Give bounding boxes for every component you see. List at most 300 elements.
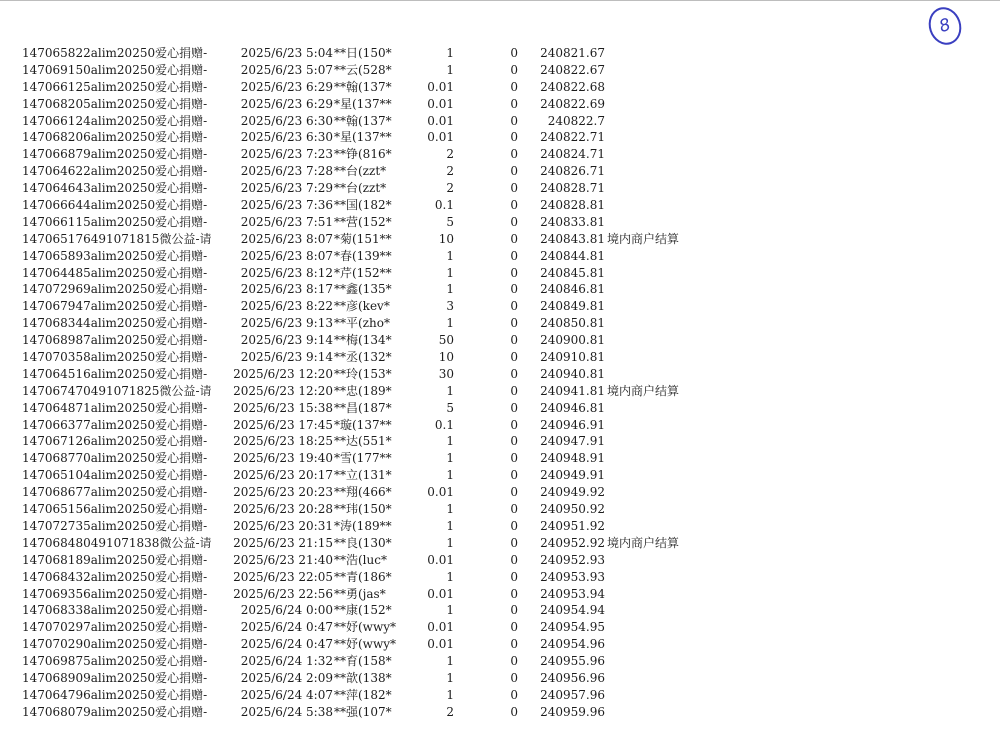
transaction-id <box>22 535 212 552</box>
fee: 0 <box>510 265 518 280</box>
fee: 0 <box>510 620 518 635</box>
balance: 240953.94 <box>540 586 605 601</box>
transaction-id <box>22 467 208 484</box>
amount: 0.01 <box>427 637 454 652</box>
fee: 0 <box>510 535 518 550</box>
transaction-id <box>22 231 212 248</box>
transaction-time: 2025/6/23 5:04 <box>240 46 333 60</box>
ledger-row <box>0 96 1000 113</box>
transaction-type: 爱心捐赠- <box>155 282 208 297</box>
transaction-id-number: 147064871alim20250 <box>22 400 156 415</box>
balance: 240946.81 <box>540 400 605 415</box>
transaction-time: 2025/6/24 1:32 <box>240 654 333 669</box>
balance: 240953.93 <box>540 569 605 584</box>
transaction-id <box>22 180 208 197</box>
transaction-id <box>22 433 208 450</box>
payer-name: *涛(189** <box>334 518 392 533</box>
transaction-id-number: 147067947alim20250 <box>22 299 156 314</box>
ledger-row <box>0 79 1000 96</box>
balance: 240822.69 <box>540 96 605 111</box>
balance: 240946.91 <box>540 417 605 432</box>
transaction-id-number: 147064643alim20250 <box>22 181 156 196</box>
transaction-type: 爱心捐赠- <box>155 654 208 669</box>
ledger-row <box>0 383 1000 400</box>
balance: 240846.81 <box>540 282 605 297</box>
balance: 240843.81 <box>540 231 605 246</box>
amount: 1 <box>446 316 454 331</box>
ledger-row <box>0 231 1000 248</box>
transaction-id <box>22 96 208 113</box>
transaction-time: 2025/6/23 20:17 <box>233 468 333 483</box>
transaction-id-number: 147068079alim20250 <box>22 704 156 719</box>
ledger-row <box>0 400 1000 417</box>
transaction-type: 爱心捐赠- <box>155 637 208 652</box>
amount: 0.01 <box>427 79 454 94</box>
fee: 0 <box>510 637 518 652</box>
amount: 2 <box>446 147 454 162</box>
balance: 240959.96 <box>540 704 605 719</box>
transaction-time: 2025/6/23 6:29 <box>240 79 333 94</box>
transaction-type: 爱心捐赠- <box>155 316 208 331</box>
payer-name: **营(152* <box>334 214 392 229</box>
balance: 240951.92 <box>540 518 605 533</box>
transaction-id-number: 147069875alim20250 <box>22 654 156 669</box>
amount: 1 <box>446 282 454 297</box>
ledger-row <box>0 214 1000 231</box>
amount: 0.01 <box>427 586 454 601</box>
amount: 1 <box>446 383 454 398</box>
amount: 1 <box>446 265 454 280</box>
fee: 0 <box>510 299 518 314</box>
transaction-type: 爱心捐赠- <box>155 400 208 415</box>
fee: 0 <box>510 79 518 94</box>
balance: 240956.96 <box>540 670 605 685</box>
transaction-time: 2025/6/24 0:47 <box>240 620 333 635</box>
transaction-time: 2025/6/23 19:40 <box>233 451 333 466</box>
transaction-time: 2025/6/23 9:13 <box>240 316 333 331</box>
balance: 240950.92 <box>540 502 605 517</box>
transaction-id-number: 147066377alim20250 <box>22 417 156 432</box>
amount: 3 <box>446 299 454 314</box>
transaction-type: 爱心捐赠- <box>155 417 208 432</box>
amount: 0.01 <box>427 113 454 128</box>
transaction-id-number: 147064796alim20250 <box>22 687 156 702</box>
transaction-type: 微公益-请 <box>159 535 212 550</box>
payer-name: **康(152* <box>334 603 392 618</box>
amount: 1 <box>446 670 454 685</box>
fee: 0 <box>510 96 518 111</box>
transaction-time: 2025/6/24 0:47 <box>240 637 333 652</box>
transaction-id <box>22 518 208 535</box>
fee: 0 <box>510 383 518 398</box>
payer-name: **萍(182* <box>334 687 392 702</box>
fee: 0 <box>510 181 518 196</box>
ledger-row <box>0 704 1000 721</box>
ledger-row <box>0 552 1000 569</box>
transaction-id-number: 147068338alim20250 <box>22 603 156 618</box>
ledger-row <box>0 298 1000 315</box>
amount: 1 <box>446 451 454 466</box>
balance: 240828.81 <box>540 198 605 213</box>
payer-name: **妤(wwy* <box>334 620 397 635</box>
amount: 0.1 <box>434 198 454 213</box>
transaction-type: 爱心捐赠- <box>155 214 208 229</box>
transaction-ledger <box>0 45 1000 721</box>
ledger-row <box>0 45 1000 62</box>
transaction-type: 爱心捐赠- <box>155 704 208 719</box>
payer-name: *春(139** <box>334 248 392 263</box>
payer-name: **台(zzt* <box>334 181 387 196</box>
fee: 0 <box>510 333 518 348</box>
ledger-row <box>0 586 1000 603</box>
fee: 0 <box>510 46 518 60</box>
payer-name: **立(131* <box>334 468 392 483</box>
balance: 240828.71 <box>540 181 605 196</box>
payer-name: **鑫(135* <box>334 282 392 297</box>
balance: 240821.67 <box>540 46 605 60</box>
payer-name: **达(551* <box>334 434 392 449</box>
transaction-id-number: 147068480491071838 <box>22 535 160 550</box>
balance: 240910.81 <box>540 350 605 365</box>
transaction-time: 2025/6/23 6:29 <box>240 96 333 111</box>
scan-top-edge <box>0 0 1000 1</box>
transaction-type: 爱心捐赠- <box>155 451 208 466</box>
balance: 240940.81 <box>540 366 605 381</box>
transaction-type: 爱心捐赠- <box>155 485 208 500</box>
transaction-time: 2025/6/23 21:40 <box>233 552 333 567</box>
transaction-time: 2025/6/23 7:29 <box>240 181 333 196</box>
payer-name: *璇(137** <box>334 417 392 432</box>
ledger-row <box>0 636 1000 653</box>
transaction-id <box>22 113 208 130</box>
transaction-time: 2025/6/24 0:00 <box>240 603 333 618</box>
fee: 0 <box>510 198 518 213</box>
transaction-type: 爱心捐赠- <box>155 603 208 618</box>
payer-name: **平(zho* <box>334 316 390 331</box>
transaction-time: 2025/6/24 5:38 <box>240 704 333 719</box>
transaction-time: 2025/6/23 22:56 <box>233 586 333 601</box>
fee: 0 <box>510 687 518 702</box>
transaction-id-number: 147064485alim20250 <box>22 265 156 280</box>
ledger-row <box>0 433 1000 450</box>
balance: 240849.81 <box>540 299 605 314</box>
ledger-row <box>0 518 1000 535</box>
amount: 10 <box>438 231 454 246</box>
transaction-id <box>22 569 208 586</box>
transaction-type: 爱心捐赠- <box>155 79 208 94</box>
amount: 1 <box>446 654 454 669</box>
fee: 0 <box>510 586 518 601</box>
transaction-time: 2025/6/24 2:09 <box>240 670 333 685</box>
transaction-time: 2025/6/23 7:23 <box>240 147 333 162</box>
transaction-id-number: 147072735alim20250 <box>22 518 156 533</box>
transaction-id-number: 147067126alim20250 <box>22 434 156 449</box>
transaction-id-number: 147068677alim20250 <box>22 485 156 500</box>
amount: 0.01 <box>427 552 454 567</box>
payer-name: **翔(466* <box>334 485 392 500</box>
transaction-type: 爱心捐赠- <box>155 502 208 517</box>
transaction-id-number: 147065156alim20250 <box>22 502 156 517</box>
amount: 1 <box>446 468 454 483</box>
transaction-type: 爱心捐赠- <box>155 518 208 533</box>
ledger-row <box>0 163 1000 180</box>
transaction-time: 2025/6/23 21:15 <box>233 535 333 550</box>
balance: 240833.81 <box>540 214 605 229</box>
balance: 240845.81 <box>540 265 605 280</box>
ledger-row <box>0 417 1000 434</box>
transaction-id-number: 147065176491071815 <box>22 231 160 246</box>
payer-name: *星(137** <box>334 130 392 145</box>
ledger-row <box>0 265 1000 282</box>
amount: 1 <box>446 518 454 533</box>
balance: 240844.81 <box>540 248 605 263</box>
transaction-id-number: 147068206alim20250 <box>22 130 156 145</box>
balance: 240952.92 <box>540 535 605 550</box>
transaction-type: 微公益-请 <box>159 231 212 246</box>
transaction-id-number: 147066644alim20250 <box>22 198 156 213</box>
balance: 240822.7 <box>547 113 605 128</box>
remark: 境内商户结算 <box>607 231 680 246</box>
fee: 0 <box>510 569 518 584</box>
balance: 240822.68 <box>540 79 605 94</box>
fee: 0 <box>510 417 518 432</box>
fee: 0 <box>510 468 518 483</box>
fee: 0 <box>510 214 518 229</box>
transaction-id <box>22 197 208 214</box>
balance: 240900.81 <box>540 333 605 348</box>
fee: 0 <box>510 248 518 263</box>
payer-name: **云(528* <box>334 62 392 77</box>
transaction-type: 爱心捐赠- <box>155 248 208 263</box>
transaction-id <box>22 417 208 434</box>
transaction-id <box>22 484 208 501</box>
transaction-id-number: 147068205alim20250 <box>22 96 156 111</box>
payer-name: **丞(132* <box>334 350 392 365</box>
transaction-id-number: 147068432alim20250 <box>22 569 156 584</box>
transaction-type: 爱心捐赠- <box>155 265 208 280</box>
transaction-type: 爱心捐赠- <box>155 687 208 702</box>
transaction-time: 2025/6/23 8:17 <box>240 282 333 297</box>
transaction-id <box>22 687 208 704</box>
ledger-row <box>0 349 1000 366</box>
transaction-time: 2025/6/23 20:23 <box>233 485 333 500</box>
transaction-time: 2025/6/23 20:31 <box>233 518 333 533</box>
balance: 240949.92 <box>540 485 605 500</box>
amount: 1 <box>446 502 454 517</box>
ledger-row <box>0 197 1000 214</box>
payer-name: **育(158* <box>334 654 392 669</box>
payer-name: **昌(187* <box>334 400 392 415</box>
transaction-type: 爱心捐赠- <box>155 147 208 162</box>
ledger-row <box>0 180 1000 197</box>
balance: 240947.91 <box>540 434 605 449</box>
transaction-id <box>22 383 212 400</box>
transaction-type: 爱心捐赠- <box>155 670 208 685</box>
ledger-row <box>0 129 1000 146</box>
payer-name: **日(150* <box>334 46 392 60</box>
transaction-id <box>22 670 208 687</box>
ledger-row <box>0 62 1000 79</box>
transaction-id-number: 147066115alim20250 <box>22 214 156 229</box>
transaction-id <box>22 62 208 79</box>
balance: 240822.71 <box>540 130 605 145</box>
payer-name: **良(130* <box>334 535 392 550</box>
transaction-id-number: 147072969alim20250 <box>22 282 156 297</box>
transaction-type: 爱心捐赠- <box>155 113 208 128</box>
amount: 0.01 <box>427 96 454 111</box>
transaction-time: 2025/6/23 6:30 <box>240 130 333 145</box>
balance: 240948.91 <box>540 451 605 466</box>
amount: 2 <box>446 181 454 196</box>
transaction-id <box>22 79 208 96</box>
transaction-time: 2025/6/23 9:14 <box>240 350 333 365</box>
transaction-time: 2025/6/23 12:20 <box>233 366 333 381</box>
ledger-row <box>0 467 1000 484</box>
fee: 0 <box>510 231 518 246</box>
transaction-type: 爱心捐赠- <box>155 350 208 365</box>
ledger-row <box>0 366 1000 383</box>
balance: 240949.91 <box>540 468 605 483</box>
amount: 1 <box>446 434 454 449</box>
transaction-id <box>22 602 208 619</box>
amount: 2 <box>446 704 454 719</box>
transaction-id <box>22 349 208 366</box>
transaction-id <box>22 653 208 670</box>
payer-name: **国(182* <box>334 198 392 213</box>
transaction-time: 2025/6/23 17:45 <box>233 417 333 432</box>
transaction-id-number: 147068189alim20250 <box>22 552 156 567</box>
payer-name: **梅(134* <box>334 333 392 348</box>
transaction-id-number: 147070290alim20250 <box>22 637 156 652</box>
transaction-time: 2025/6/23 20:28 <box>233 502 333 517</box>
ledger-row <box>0 281 1000 298</box>
transaction-type: 爱心捐赠- <box>155 46 208 60</box>
transaction-type: 爱心捐赠- <box>155 62 208 77</box>
transaction-id <box>22 163 208 180</box>
ledger-row <box>0 315 1000 332</box>
payer-name: *星(137** <box>334 96 392 111</box>
remark: 境内商户结算 <box>607 535 680 550</box>
payer-name: **勇(jas* <box>334 586 386 601</box>
transaction-time: 2025/6/23 15:38 <box>233 400 333 415</box>
fee: 0 <box>510 62 518 77</box>
payer-name: **强(107* <box>334 704 392 719</box>
transaction-type: 爱心捐赠- <box>155 569 208 584</box>
transaction-time: 2025/6/23 18:25 <box>233 434 333 449</box>
transaction-id-number: 147066879alim20250 <box>22 147 156 162</box>
fee: 0 <box>510 603 518 618</box>
transaction-id-number: 147066125alim20250 <box>22 79 156 94</box>
balance: 240941.81 <box>540 383 605 398</box>
transaction-time: 2025/6/23 5:07 <box>240 62 333 77</box>
transaction-time: 2025/6/23 7:51 <box>240 214 333 229</box>
transaction-type: 爱心捐赠- <box>155 366 208 381</box>
transaction-id-number: 147065822alim20250 <box>22 46 156 60</box>
ledger-row <box>0 146 1000 163</box>
ledger-row <box>0 619 1000 636</box>
payer-name: **妤(wwy* <box>334 637 397 652</box>
amount: 5 <box>446 400 454 415</box>
transaction-id-number: 147065104alim20250 <box>22 468 156 483</box>
payer-name: **忠(189* <box>334 383 392 398</box>
transaction-time: 2025/6/23 8:12 <box>240 265 333 280</box>
transaction-id-number: 147068987alim20250 <box>22 333 156 348</box>
payer-name: **台(zzt* <box>334 164 387 179</box>
transaction-id <box>22 704 208 721</box>
payer-name: **浩(luc* <box>334 552 387 567</box>
fee: 0 <box>510 654 518 669</box>
transaction-id <box>22 586 208 603</box>
transaction-time: 2025/6/23 7:28 <box>240 164 333 179</box>
transaction-type: 爱心捐赠- <box>155 181 208 196</box>
payer-name: **歆(138* <box>334 670 392 685</box>
transaction-time: 2025/6/23 12:20 <box>233 383 333 398</box>
transaction-time: 2025/6/23 22:05 <box>233 569 333 584</box>
fee: 0 <box>510 130 518 145</box>
transaction-type: 爱心捐赠- <box>155 299 208 314</box>
transaction-time: 2025/6/23 6:30 <box>240 113 333 128</box>
transaction-id <box>22 146 208 163</box>
transaction-id-number: 147065893alim20250 <box>22 248 156 263</box>
fee: 0 <box>510 502 518 517</box>
fee: 0 <box>510 350 518 365</box>
transaction-time: 2025/6/23 9:14 <box>240 333 333 348</box>
transaction-id <box>22 281 208 298</box>
remark: 境内商户结算 <box>607 383 680 398</box>
transaction-type: 爱心捐赠- <box>155 620 208 635</box>
ledger-row <box>0 450 1000 467</box>
ledger-row <box>0 653 1000 670</box>
fee: 0 <box>510 518 518 533</box>
amount: 1 <box>446 569 454 584</box>
fee: 0 <box>510 400 518 415</box>
amount: 1 <box>446 248 454 263</box>
balance: 240850.81 <box>540 316 605 331</box>
payer-name: **玮(150* <box>334 502 392 517</box>
amount: 0.1 <box>434 417 454 432</box>
amount: 10 <box>438 350 454 365</box>
balance: 240954.95 <box>540 620 605 635</box>
transaction-id-number: 147067470491071825 <box>22 383 160 398</box>
balance: 240822.67 <box>540 62 605 77</box>
payer-name: **铮(816* <box>334 147 392 162</box>
amount: 50 <box>438 333 454 348</box>
transaction-type: 爱心捐赠- <box>155 198 208 213</box>
ledger-row <box>0 670 1000 687</box>
balance: 240826.71 <box>540 164 605 179</box>
handwritten-page-number: 8 <box>924 3 966 49</box>
balance: 240957.96 <box>540 687 605 702</box>
transaction-id-number: 147068344alim20250 <box>22 316 156 331</box>
transaction-id <box>22 298 208 315</box>
transaction-id <box>22 501 208 518</box>
fee: 0 <box>510 282 518 297</box>
payer-name: **翰(137* <box>334 79 392 94</box>
ledger-row <box>0 248 1000 265</box>
payer-name: **玲(153* <box>334 366 392 381</box>
transaction-id <box>22 636 208 653</box>
ledger-row <box>0 484 1000 501</box>
ledger-row <box>0 535 1000 552</box>
payer-name: **彦(kev* <box>334 299 390 314</box>
transaction-id-number: 147064516alim20250 <box>22 366 156 381</box>
transaction-id <box>22 214 208 231</box>
fee: 0 <box>510 147 518 162</box>
transaction-id <box>22 366 208 383</box>
transaction-id <box>22 619 208 636</box>
transaction-time: 2025/6/23 8:07 <box>240 231 333 246</box>
ledger-row <box>0 501 1000 518</box>
